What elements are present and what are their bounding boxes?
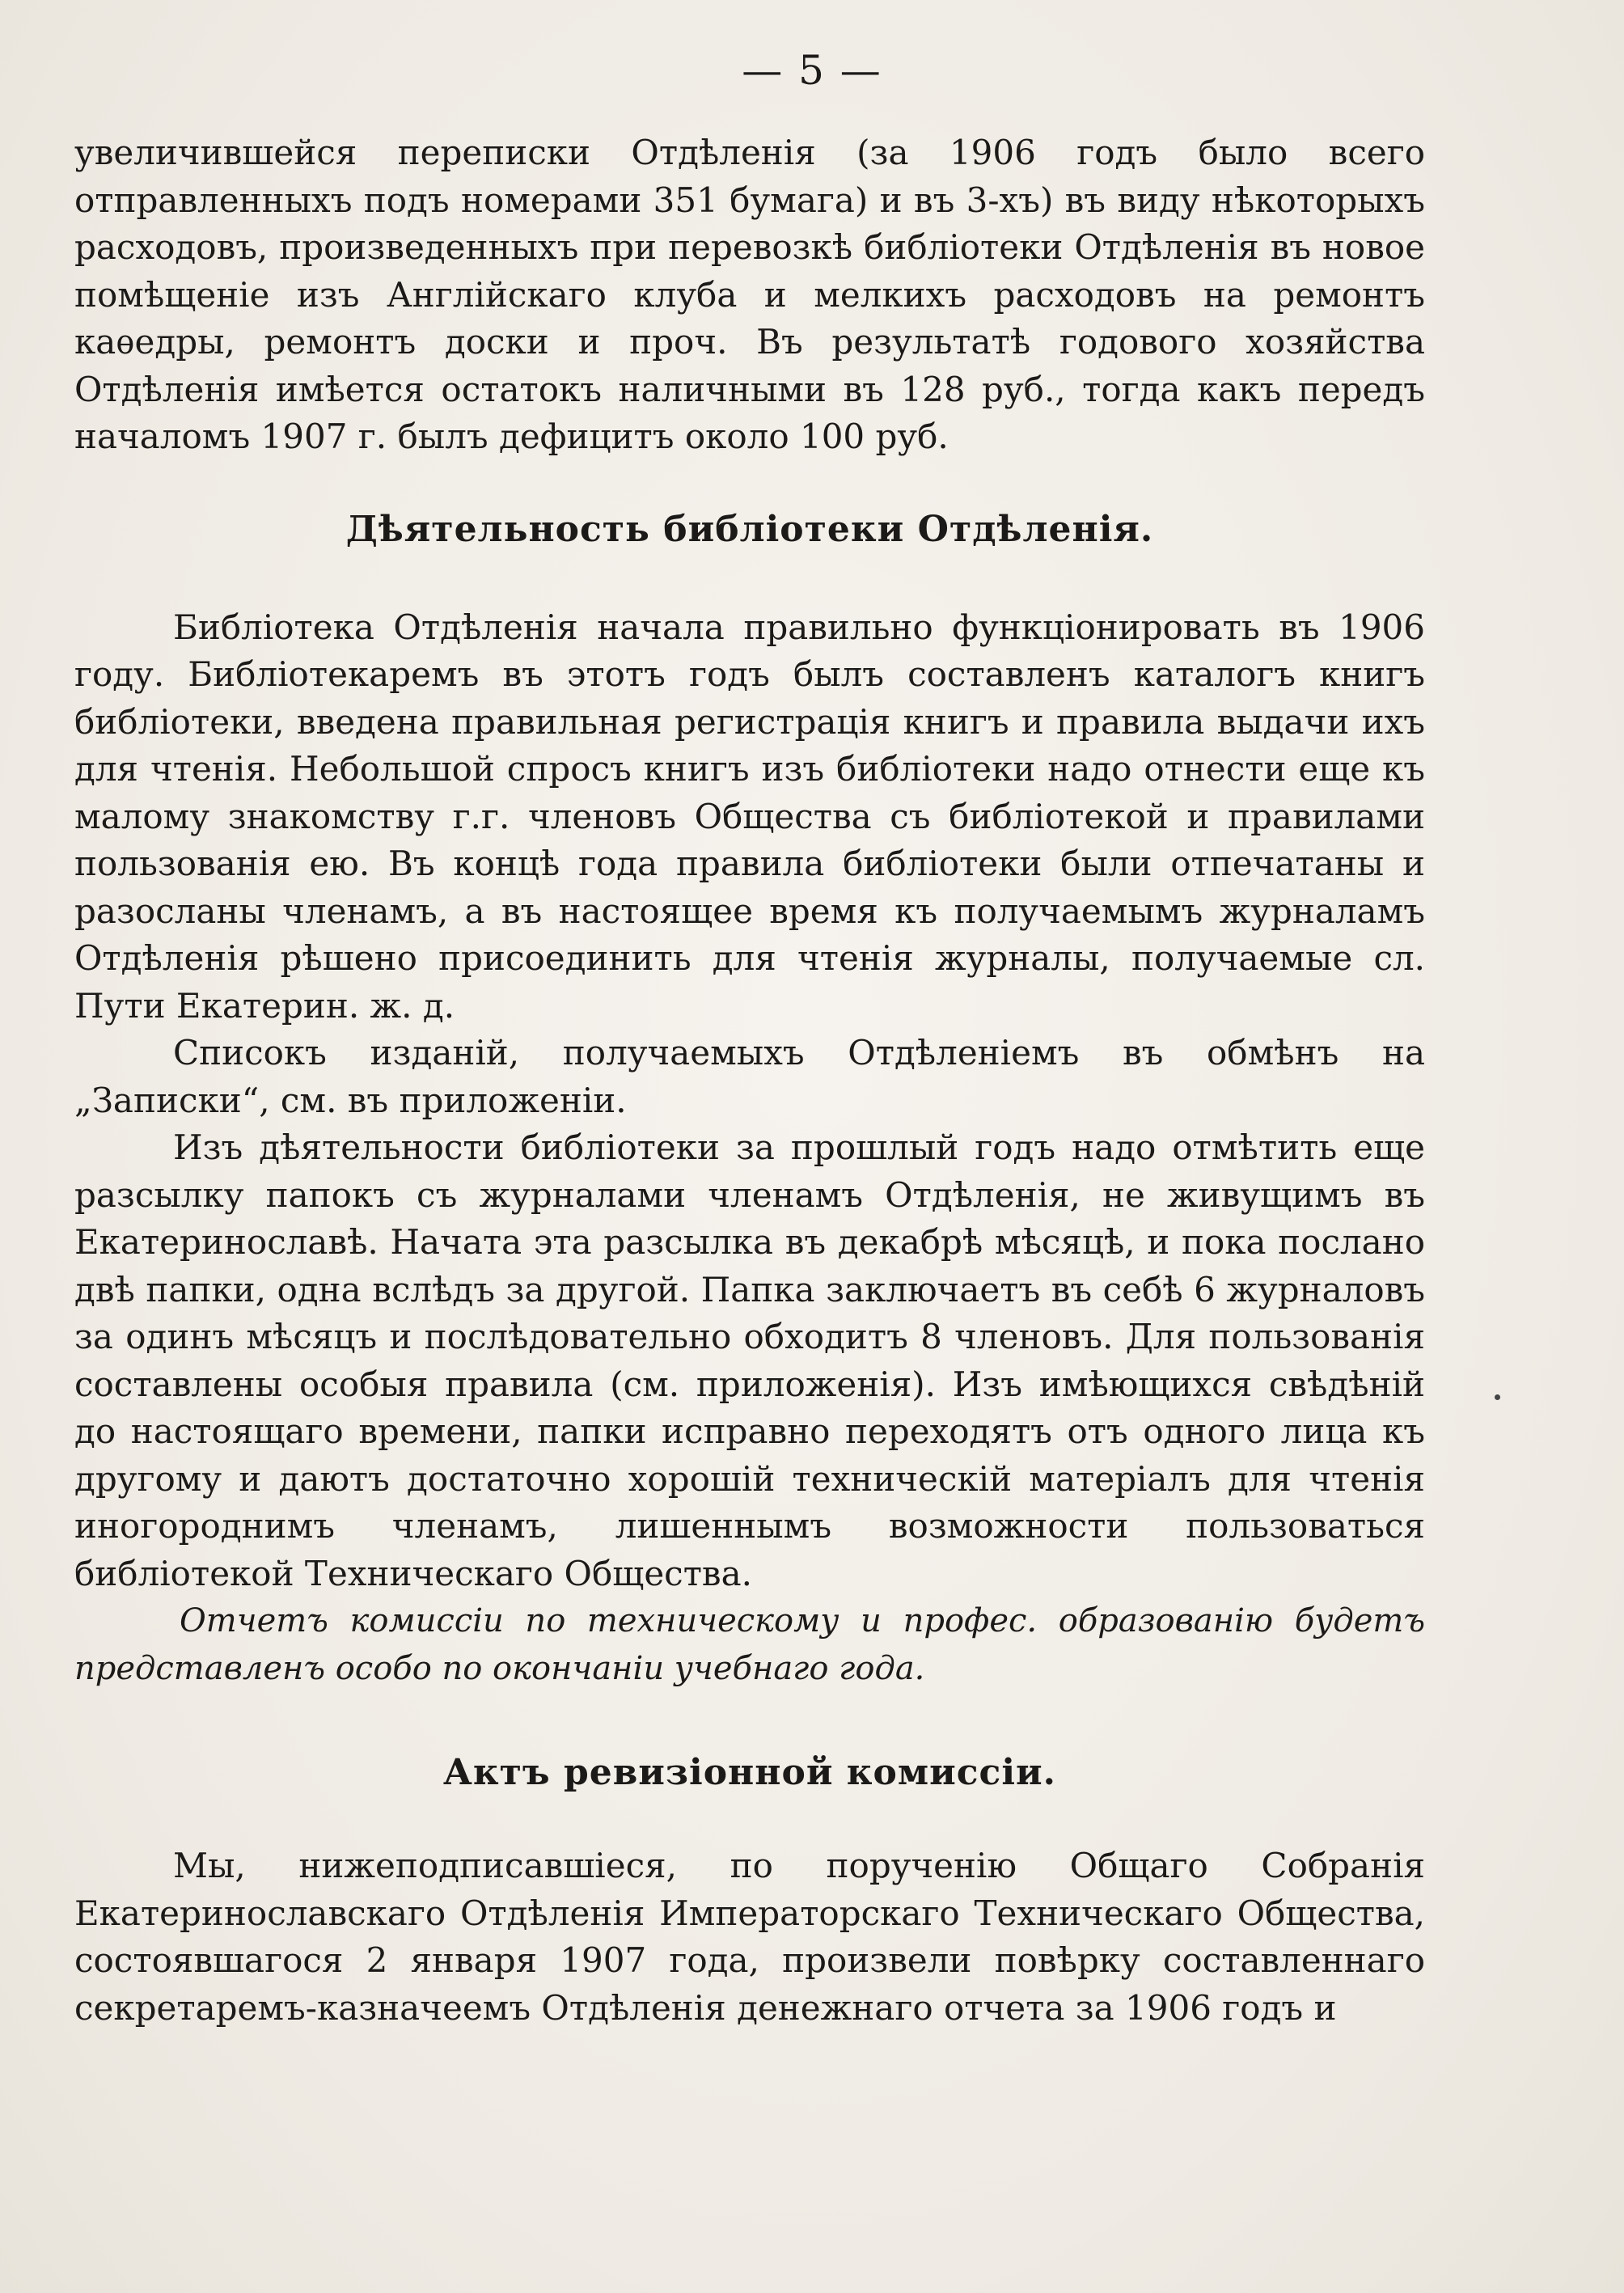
paragraph-library-2: Списокъ изданій, получаемыхъ Отдѣленіемъ въ обмѣнъ на „Записки“, см. въ приложеніи. xyxy=(74,1033,1425,1120)
paragraph-library-1: Библіотека Отдѣленія начала правильно функціонировать въ 1906 году. Библіотекаремъ въ этотъ годъ былъ составленъ каталогъ книгъ библіотеки, введена правильная регистрація книгъ и правила выдачи ихъ для чтенія. Небольшой спросъ книгъ изъ библіотеки надо отнести еще къ малому знакомству г.г. членовъ Общества съ библіотекой и правилами пользованія ею. Въ концѣ года правила библіотеки были отпечатаны и разосланы членамъ, а въ настоящее время къ получаемымъ журналамъ Отдѣленія рѣшено присоединить для чтенія журналы, получаемые сл. Пути Екатерин. ж. д. xyxy=(74,607,1425,1026)
italic-note: Отчетъ комиссіи по техническому и профес. образованію будетъ представленъ особо по окончаніи учебнаго года. xyxy=(74,1602,1425,1687)
print-speck xyxy=(1495,1394,1500,1400)
page-number: — 5 — xyxy=(742,47,882,94)
section-heading-library: Дѣятельность библіотеки Отдѣленія. xyxy=(345,508,1154,550)
page-body xyxy=(74,129,1425,2032)
paragraph-continuation: увеличившейся переписки Отдѣленія (за 1906 годъ было всего отправленныхъ подъ номерами 351 бумага) и въ 3-хъ) въ виду нѣкоторыхъ расходовъ, произведенныхъ при перевозкѣ библіотеки Отдѣленія въ новое помѣщеніе изъ Англійскаго клуба и мелкихъ расходовъ на ремонтъ каѳедры, ремонтъ доски и проч. Въ результатѣ годового хозяйства Отдѣленія имѣется остатокъ наличными въ 128 руб., тогда какъ передъ началомъ 1907 г. былъ дефицитъ около 100 руб. xyxy=(74,133,1425,456)
paragraph-act: Мы, нижеподписавшіеся, по порученію Общаго Собранія Екатеринославскаго Отдѣленія Императорскаго Техническаго Общества, состоявшагося 2 января 1907 года, произвели повѣрку составленнаго секретаремъ-казначеемъ Отдѣленія денежнаго отчета за 1906 годъ и xyxy=(74,1846,1425,2028)
paragraph-library-3: Изъ дѣятельности библіотеки за прошлый годъ надо отмѣтить еще разсылку папокъ съ журналами членамъ Отдѣленія, не живущимъ въ Екатеринославѣ. Начата эта разсылка въ декабрѣ мѣсяцѣ, и пока послано двѣ папки, одна вслѣдъ за другой. Папка заключаетъ въ себѣ 6 журналовъ за одинъ мѣсяцъ и послѣдовательно обходитъ 8 членовъ. Для пользованія составлены особыя правила (см. приложенія). Изъ имѣющихся свѣдѣній до настоящаго времени, папки исправно переходятъ отъ одного лица къ другому и даютъ достаточно хорошій техническій матеріалъ для чтенія иногороднимъ членамъ, лишеннымъ возможности пользоваться библіотекой Техническаго Общества. xyxy=(74,1127,1425,1593)
section-heading-act: Актъ ревизіонной комиссіи. xyxy=(443,1752,1056,1793)
